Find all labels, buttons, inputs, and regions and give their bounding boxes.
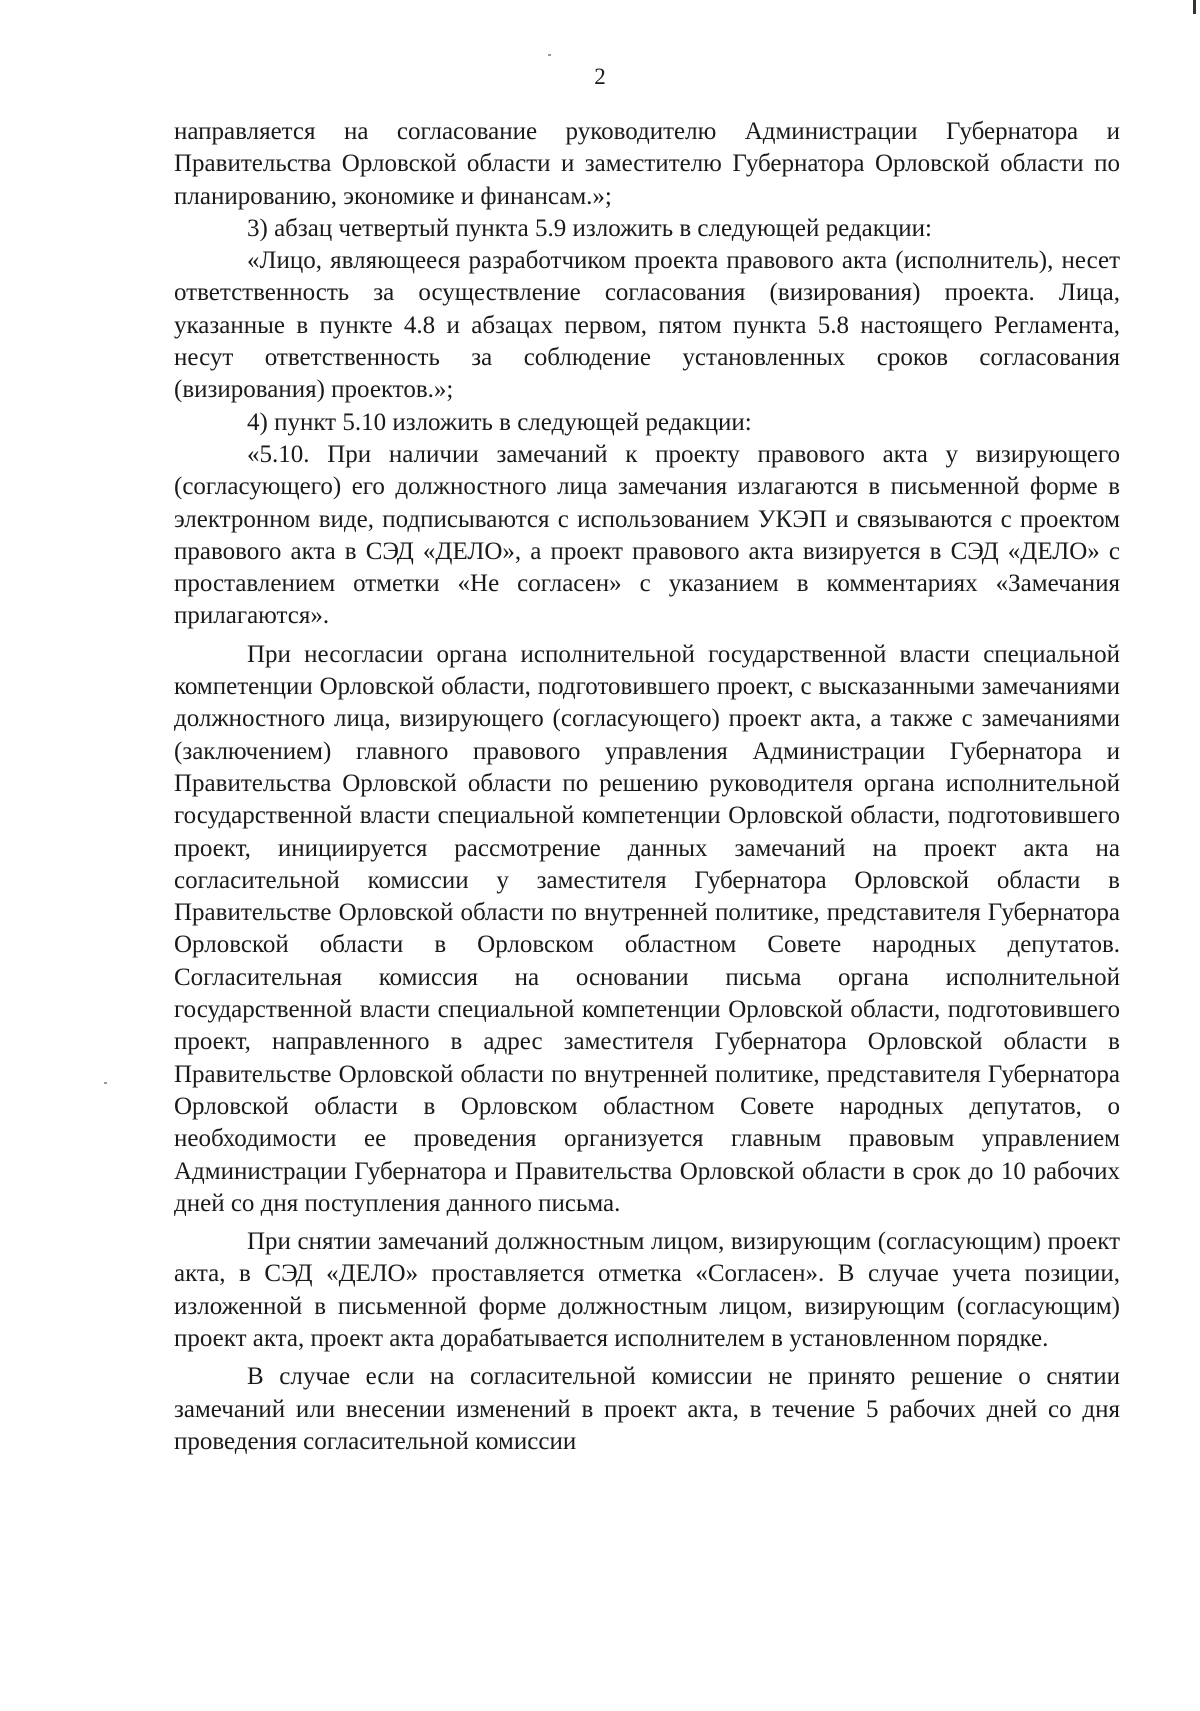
scan-speck [548, 54, 551, 56]
paragraph-1: направляется на согласование руководителю Администрации Губернатора и Правительства Орловской области и заместителю Губернатора Орловской области по планированию, экономике и финансам.»; [174, 118, 1120, 210]
paragraph-4: 4) пункт 5.10 изложить в следующей редакции: [247, 408, 752, 436]
paragraph-8: В случае если на согласительной комиссии не принято решение о снятии замечаний или внесении изменений в проект акта, в течение 5 рабочих дней со дня проведения согласительной комиссии [174, 1363, 1120, 1455]
scan-corner-mark [1193, 0, 1196, 14]
document-body [174, 116, 1120, 1458]
paragraph-3: «Лицо, являющееся разработчиком проекта правового акта (исполнитель), несет ответственность за осуществление согласования (визирования) проекта. Лица, указанные в пункте 4.8 и абзацах первом, пятом пункта 5.8 настоящего Регламента, несут ответственность за соблюдение установленных сроков согласования (визирования) проектов.»; [174, 247, 1120, 404]
paragraph-6: При несогласии органа исполнительной государственной власти специальной компетенции Орловской области, подготовившего проект, с высказанными замечаниями должностного лица, визирующего (согласующего) проект акта, а также с замечаниями (заключением) главного правового управления Администрации Губернатора и Правительства Орловской области по решению руководителя органа исполнительной государственной власти специальной компетенции Орловской области, подготовившего проект, инициируется рассмотрение данных замечаний на проект акта на согласительной комиссии у заместителя Губернатора Орловской области в Правительстве Орловской области по внутренней политике, представителя Губернатора Орловской области в Орловском областном Совете народных депутатов. Согласительная комиссия на основании письма органа исполнительной государственной власти специальной компетенции Орловской области, подготовившего проект, направленного в адрес заместителя Губернатора Орловской области в Правительстве Орловской области по внутренней политике, представителя Губернатора Орловской области в Орловском областном Совете народных депутатов, о необходимости ее проведения организуется главным правовым управлением Администрации Губернатора и Правительства Орловской области в срок до 10 рабочих дней со дня поступления данного письма. [174, 640, 1120, 1217]
paragraph-5: «5.10. При наличии замечаний к проекту правового акта у визирующего (согласующего) его должностного лица замечания излагаются в письменной форме в электронном виде, подписываются с использованием УКЭП и связываются с проектом правового акта в СЭД «ДЕЛО», а проект правового акта визируется в СЭД «ДЕЛО» с проставлением отметки «Не согласен» с указанием в комментариях «Замечания прилагаются». [174, 440, 1120, 630]
paragraph-7: При снятии замечаний должностным лицом, визирующим (согласующим) проект акта, в СЭД «ДЕЛО» проставляется отметка «Согласен». В случае учета позиции, изложенной в письменной форме должностным лицом, визирующим (согласующим) проект акта, проект акта дорабатывается исполнителем в установленном порядке. [174, 1228, 1120, 1352]
page-number: 2 [594, 64, 606, 89]
scan-speck [104, 1082, 107, 1084]
paragraph-2: 3) абзац четвертый пункта 5.9 изложить в следующей редакции: [247, 214, 932, 242]
